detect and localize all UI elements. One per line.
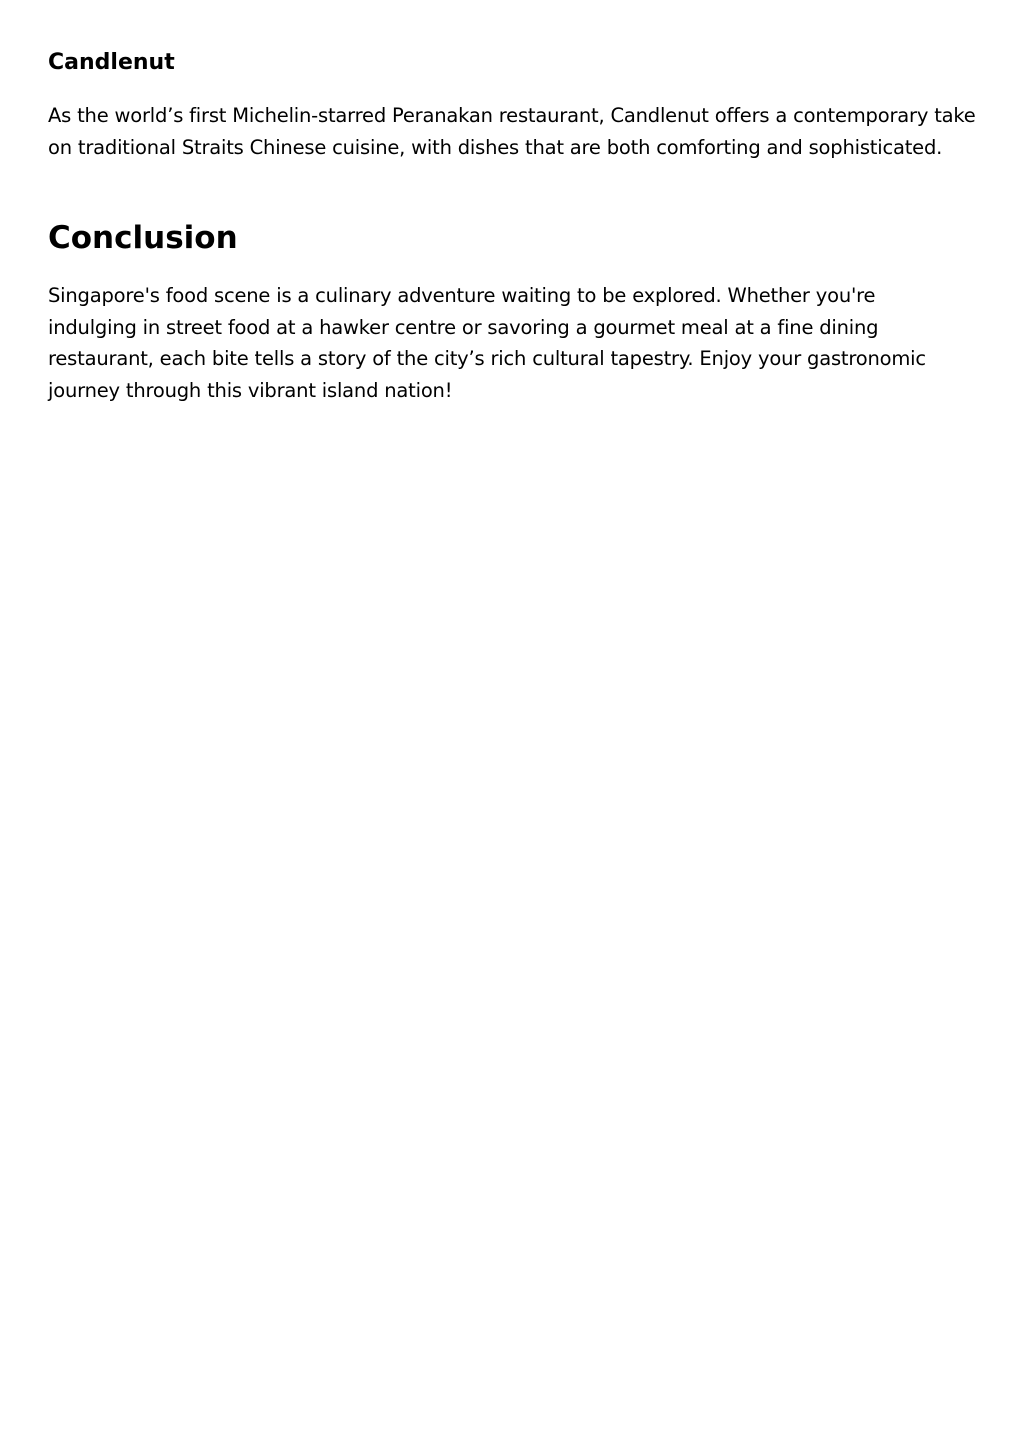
paragraph-conclusion: Singapore's food scene is a culinary adventure waiting to be explored. Whether you're indulging in street food at a hawker centre or savoring a gourmet meal at a fine dining restaurant, each bite tells a story of the city’s rich cultural tapestry. Enjoy your gastronomic journey through this vibrant island nation! — [48, 284, 926, 402]
section-heading-candlenut: Candlenut — [48, 50, 175, 75]
paragraph-candlenut: As the world’s first Michelin-starred Peranakan restaurant, Candlenut offers a contemporary take on traditional Straits Chinese cuisine, with dishes that are both comforting and sophisticated. — [48, 104, 976, 159]
section-heading-conclusion: Conclusion — [48, 220, 238, 256]
